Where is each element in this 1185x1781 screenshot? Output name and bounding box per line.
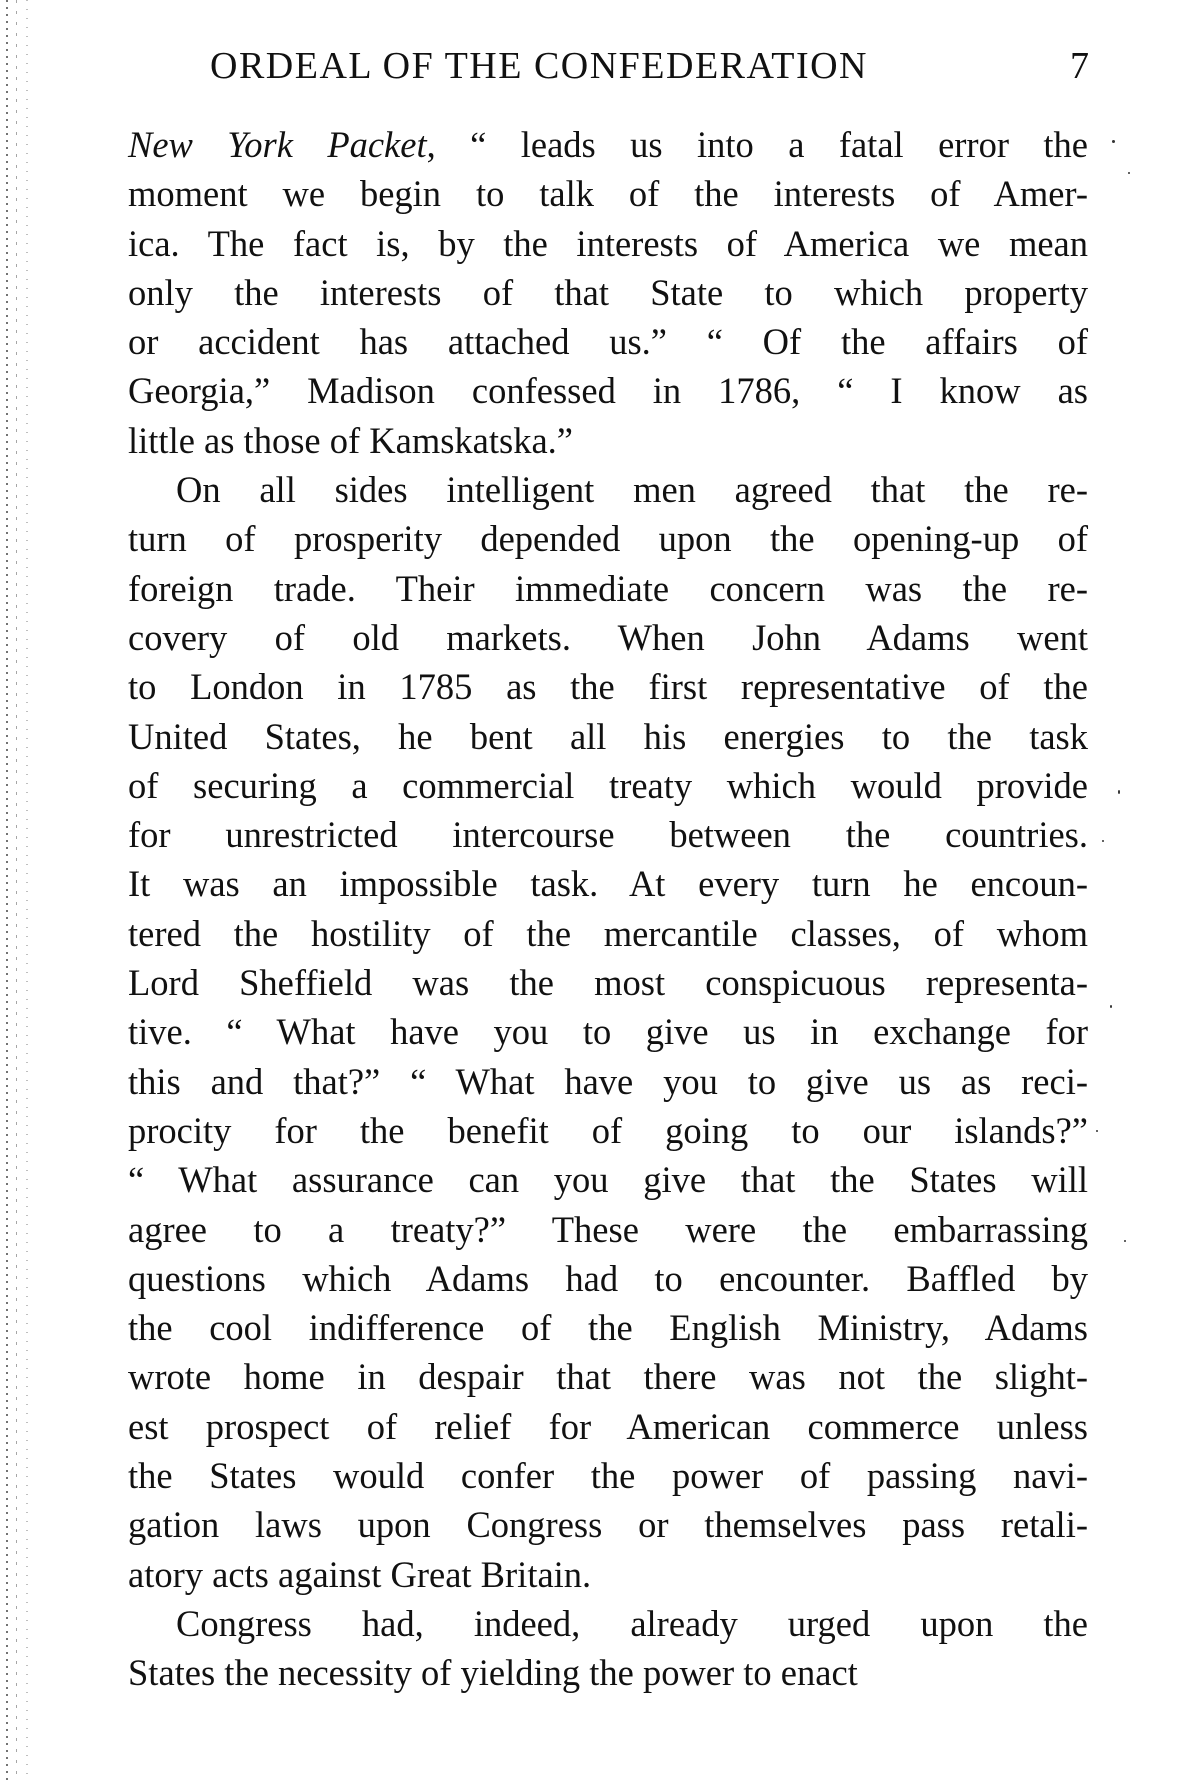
page-number: 7 bbox=[1070, 45, 1089, 87]
text-line: Georgia,” Madison confessed in 1786, “ I know as bbox=[128, 370, 1088, 412]
scan-speck bbox=[1112, 140, 1115, 143]
text-line: It was an impossible task. At every turn he encoun- bbox=[128, 863, 1088, 905]
scan-speck bbox=[1124, 1240, 1126, 1242]
running-head bbox=[210, 44, 1110, 100]
text-line: of securing a commercial treaty which would provide bbox=[128, 764, 1088, 806]
text-line: est prospect of relief for American commerce unless bbox=[128, 1405, 1088, 1447]
text-line: procity for the benefit of going to our islands?” bbox=[128, 1109, 1088, 1151]
scan-speck bbox=[1118, 790, 1120, 794]
text-line: atory acts against Great Britain. bbox=[128, 1553, 592, 1595]
text-line: covery of old markets. When John Adams went bbox=[128, 616, 1088, 658]
text-line: ica. The fact is, by the interests of America we mean bbox=[128, 222, 1088, 264]
scan-speck bbox=[1096, 1130, 1098, 1132]
text-line: agree to a treaty?” These were the embarrassing bbox=[128, 1208, 1088, 1250]
text-line: to London in 1785 as the first representative of the bbox=[128, 666, 1088, 708]
text-line: turn of prosperity depended upon the opening-up of bbox=[128, 518, 1088, 560]
text-line: United States, he bent all his energies to the task bbox=[128, 715, 1088, 757]
text-line: gation laws upon Congress or themselves pass retali- bbox=[128, 1504, 1088, 1546]
text-line: this and that?” “ What have you to give us as reci- bbox=[128, 1060, 1088, 1102]
text-line: Congress had, indeed, already urged upon the bbox=[176, 1602, 1088, 1644]
text-line: questions which Adams had to encounter. Baffled by bbox=[128, 1257, 1088, 1299]
scan-speck bbox=[1102, 840, 1104, 842]
text-line: “ What assurance can you give that the States will bbox=[128, 1159, 1088, 1201]
text-line: New York Packet, “ leads us into a fatal error the bbox=[128, 124, 1088, 165]
text-line: wrote home in despair that there was not the slight- bbox=[128, 1356, 1088, 1398]
text-line: foreign trade. Their immediate concern was the re- bbox=[128, 567, 1088, 609]
text-line: Lord Sheffield was the most conspicuous representa- bbox=[128, 962, 1088, 1004]
text-line: tive. “ What have you to give us in exchange for bbox=[128, 1011, 1088, 1053]
text-line: only the interests of that State to which property bbox=[128, 271, 1088, 313]
text-line: the cool indifference of the English Ministry, Adams bbox=[128, 1307, 1088, 1349]
text-line: States the necessity of yielding the power to enact bbox=[128, 1652, 858, 1694]
text-line: the States would confer the power of passing navi- bbox=[128, 1455, 1088, 1497]
text-line: moment we begin to talk of the interests of Amer- bbox=[128, 173, 1088, 215]
running-title: ORDEAL OF THE CONFEDERATION bbox=[210, 45, 868, 87]
text-line: or accident has attached us.” “ Of the affairs of bbox=[128, 321, 1088, 363]
text-line: tered the hostility of the mercantile classes, of whom bbox=[128, 912, 1088, 954]
scan-speck bbox=[1110, 1005, 1112, 1008]
body-text bbox=[128, 120, 1088, 1698]
text-line: for unrestricted intercourse between the countries. bbox=[128, 814, 1088, 856]
binding-gutter bbox=[0, 0, 40, 1781]
scan-speck bbox=[1128, 172, 1130, 174]
text-line: On all sides intelligent men agreed that the re- bbox=[176, 469, 1088, 511]
text-line: little as those of Kamskatska.” bbox=[128, 419, 573, 461]
